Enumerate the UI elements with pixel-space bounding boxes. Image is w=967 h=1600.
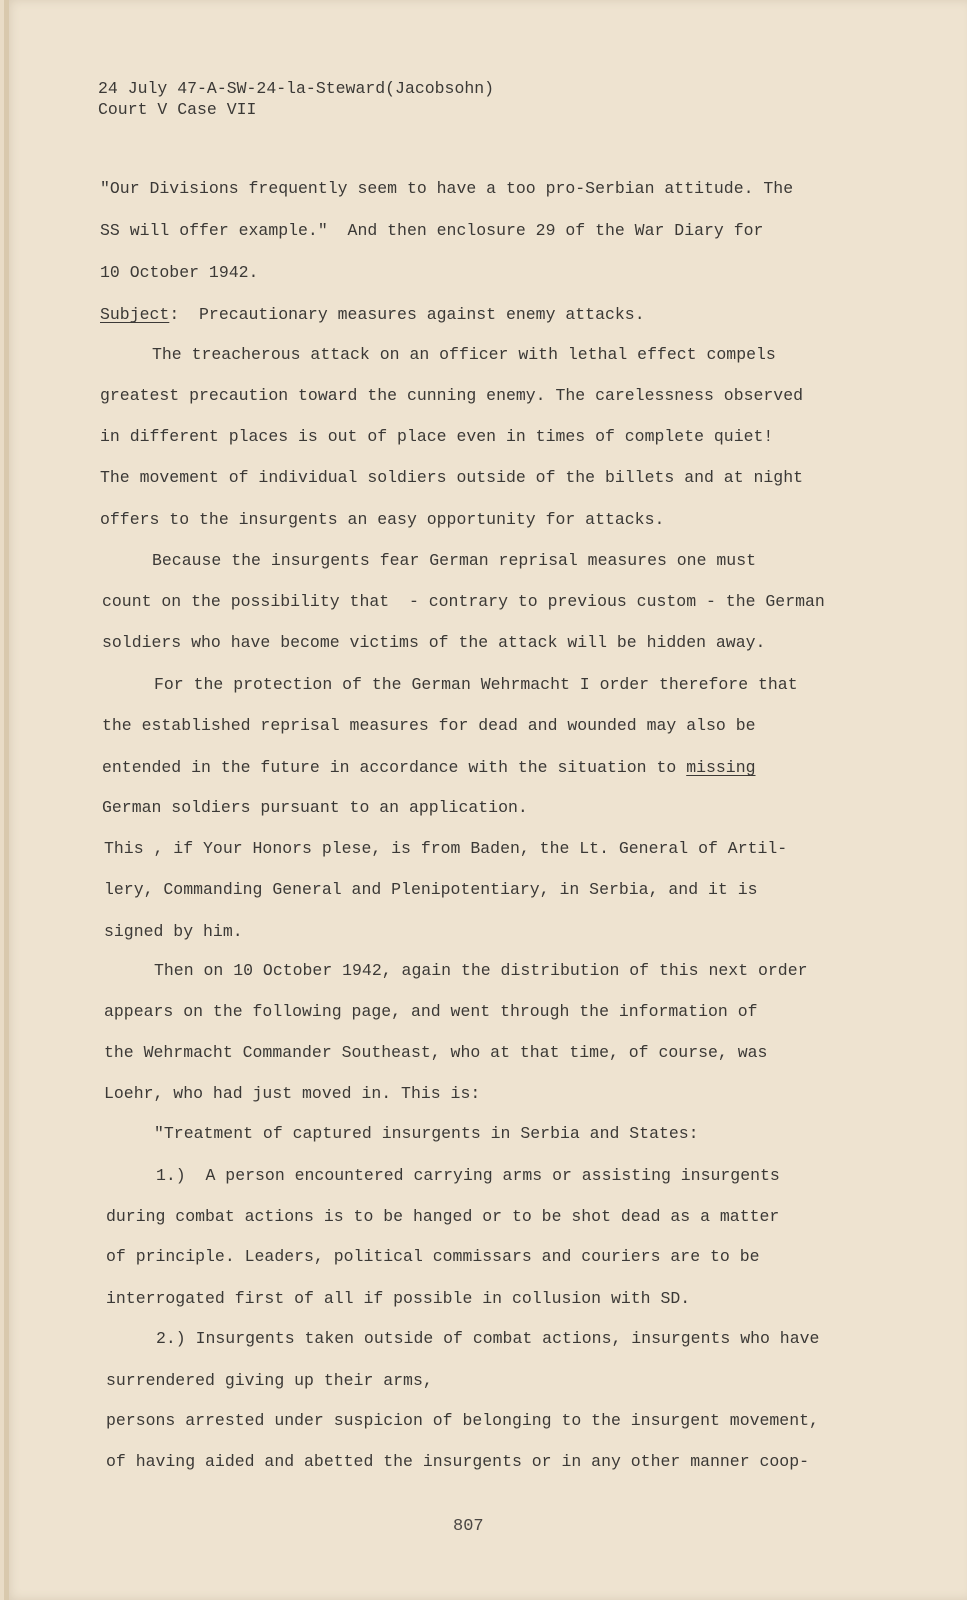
text-line: interrogated first of all if possible in collusion with SD. [106, 1289, 691, 1308]
text-line: The movement of individual soldiers outside of the billets and at night [100, 468, 804, 487]
text-line: SS will offer example." And then enclosure 29 of the War Diary for [100, 221, 764, 240]
text-line: 1.) A person encountered carrying arms or assisting insurgents [156, 1166, 780, 1185]
text-line: of principle. Leaders, political commissars and couriers are to be [106, 1247, 760, 1266]
document-page [4, 0, 967, 1600]
subject-line [100, 305, 645, 325]
page-edge [4, 0, 9, 1600]
text-segment: entended in the future in accordance with the situation to [102, 758, 687, 777]
text-line: "Our Divisions frequently seem to have a too pro-Serbian attitude. The [100, 179, 794, 198]
text-line: German soldiers pursuant to an application. [102, 798, 528, 817]
text-line: greatest precaution toward the cunning enemy. The carelessness observed [100, 386, 804, 405]
text-line: offers to the insurgents an easy opportunity for attacks. [100, 510, 665, 529]
text-line [102, 758, 756, 778]
subject-label: Subject [100, 305, 170, 324]
text-line: appears on the following page, and went through the information of [104, 1002, 758, 1021]
text-line: This , if Your Honors plese, is from Baden, the Lt. General of Artil- [104, 839, 788, 858]
text-line: Then on 10 October 1942, again the distribution of this next order [154, 961, 808, 980]
text-line: 10 October 1942. [100, 263, 259, 282]
header-line-2: Court V Case VII [98, 100, 257, 119]
header-line-1: 24 July 47-A-SW-24-la-Steward(Jacobsohn) [98, 79, 495, 98]
text-line: lery, Commanding General and Plenipotentiary, in Serbia, and it is [104, 880, 758, 899]
underlined-word: missing [686, 758, 756, 777]
text-line: in different places is out of place even in times of complete quiet! [100, 427, 774, 446]
text-line: of having aided and abetted the insurgents or in any other manner coop- [106, 1452, 810, 1471]
text-line: persons arrested under suspicion of belonging to the insurgent movement, [106, 1411, 819, 1430]
text-line: the established reprisal measures for dead and wounded may also be [102, 716, 756, 735]
text-line: Loehr, who had just moved in. This is: [104, 1084, 481, 1103]
text-line: surrendered giving up their arms, [106, 1371, 433, 1390]
subject-text: : Precautionary measures against enemy attacks. [169, 305, 645, 324]
text-line: during combat actions is to be hanged or to be shot dead as a matter [106, 1207, 780, 1226]
text-line: For the protection of the German Wehrmacht I order therefore that [154, 675, 798, 694]
text-line: The treacherous attack on an officer with lethal effect compels [152, 345, 776, 364]
text-line: 2.) Insurgents taken outside of combat actions, insurgents who have [156, 1329, 820, 1348]
text-line: "Treatment of captured insurgents in Serbia and States: [154, 1124, 699, 1143]
text-line: soldiers who have become victims of the attack will be hidden away. [102, 633, 766, 652]
text-line: signed by him. [104, 922, 243, 941]
text-line: Because the insurgents fear German reprisal measures one must [152, 551, 756, 570]
text-line: count on the possibility that - contrary to previous custom - the German [102, 592, 825, 611]
page-number: 807 [453, 1517, 484, 1536]
text-line: the Wehrmacht Commander Southeast, who at that time, of course, was [104, 1043, 768, 1062]
